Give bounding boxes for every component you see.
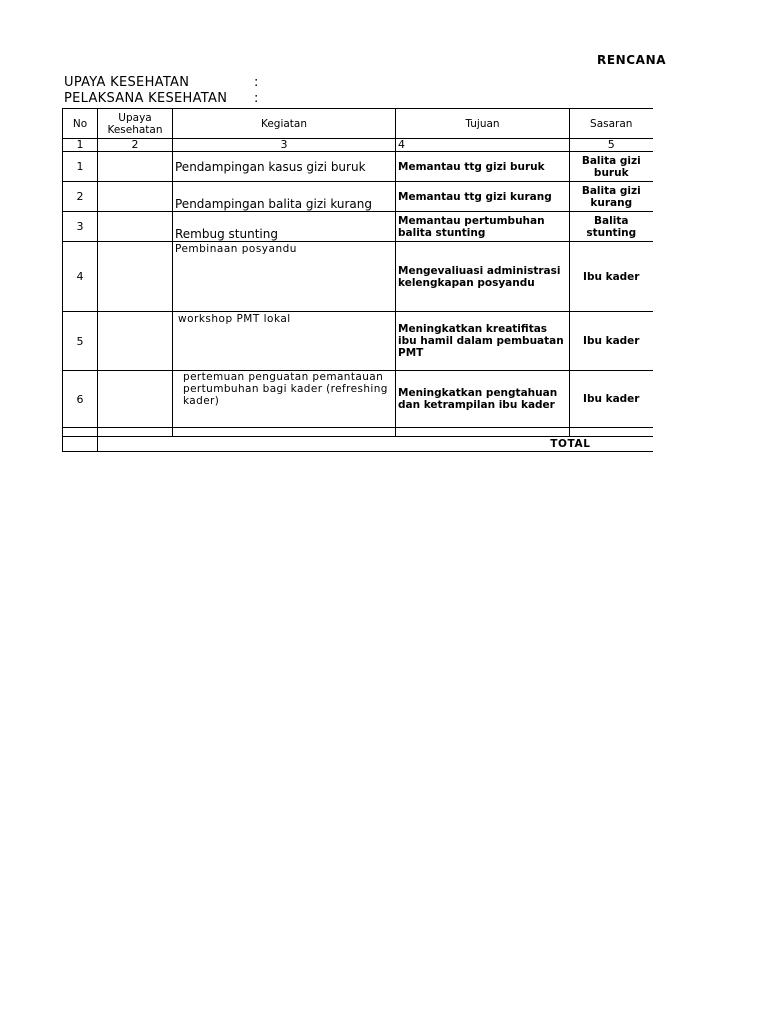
upaya-kesehatan-colon: : [254,75,259,90]
row-kegiatan: pertemuan penguatan pemantauan pertumbuhan bagi kader (refreshing kader) [173,371,396,428]
row-no: 1 [63,152,98,182]
table-row [63,242,653,312]
row-upaya [98,242,173,312]
row-no: 4 [63,242,98,312]
row-kegiatan: Pembinaan posyandu [173,242,396,312]
empty-cell [98,428,173,437]
row-sasaran: Ibu kader [570,242,653,312]
upaya-kesehatan-field [64,75,259,90]
table-row [63,212,653,242]
empty-cell [570,428,653,437]
column-number: 5 [570,139,653,152]
row-kegiatan: Pendampingan balita gizi kurang [173,182,396,212]
activity-plan-table [62,108,653,452]
row-sasaran: Ibu kader [570,371,653,428]
header-kegiatan: Kegiatan [173,109,396,139]
table-row [63,152,653,182]
header-sasaran: Sasaran [570,109,653,139]
column-number: 3 [173,139,396,152]
row-no: 5 [63,312,98,371]
pelaksana-kesehatan-field [64,91,259,106]
row-no: 3 [63,212,98,242]
row-tujuan: Mengevaliuasi administrasi kelengkapan posyandu [396,242,570,312]
row-upaya [98,152,173,182]
row-sasaran: Balita gizi kurang [570,182,653,212]
row-sasaran: Ibu kader [570,312,653,371]
row-no: 6 [63,371,98,428]
document-title: RENCANA [597,53,667,67]
row-kegiatan: workshop PMT lokal [173,312,396,371]
row-tujuan: Memantau ttg gizi buruk [396,152,570,182]
column-number: 2 [98,139,173,152]
row-sasaran: Balita stunting [570,212,653,242]
header-upaya-kesehatan: Upaya Kesehatan [98,109,173,139]
row-tujuan: Memantau ttg gizi kurang [396,182,570,212]
pelaksana-kesehatan-label: PELAKSANA KESEHATAN [64,91,228,106]
table-header-row [63,109,653,139]
row-sasaran: Balita gizi buruk [570,152,653,182]
empty-cell [63,437,98,452]
column-number: 1 [63,139,98,152]
header-no: No [63,109,98,139]
column-number-row [63,139,653,152]
table-row [63,312,653,371]
header-tujuan: Tujuan [396,109,570,139]
empty-cell [63,428,98,437]
column-number: 4 [396,139,570,152]
row-upaya [98,212,173,242]
empty-cell [396,428,570,437]
empty-cell [173,428,396,437]
row-upaya [98,182,173,212]
row-tujuan: Memantau pertumbuhan balita stunting [396,212,570,242]
total-row [63,437,653,452]
table-row [63,182,653,212]
row-upaya [98,371,173,428]
pelaksana-kesehatan-colon: : [254,91,259,106]
table-row [63,371,653,428]
empty-row [63,428,653,437]
row-no: 2 [63,182,98,212]
row-upaya [98,312,173,371]
total-label: TOTAL [98,437,653,452]
upaya-kesehatan-label: UPAYA KESEHATAN [64,75,190,90]
row-kegiatan: Pendampingan kasus gizi buruk [173,152,396,182]
row-tujuan: Meningkatkan kreatifitas ibu hamil dalam pembuatan PMT [396,312,570,371]
row-kegiatan: Rembug stunting [173,212,396,242]
row-tujuan: Meningkatkan pengtahuan dan ketrampilan ibu kader [396,371,570,428]
